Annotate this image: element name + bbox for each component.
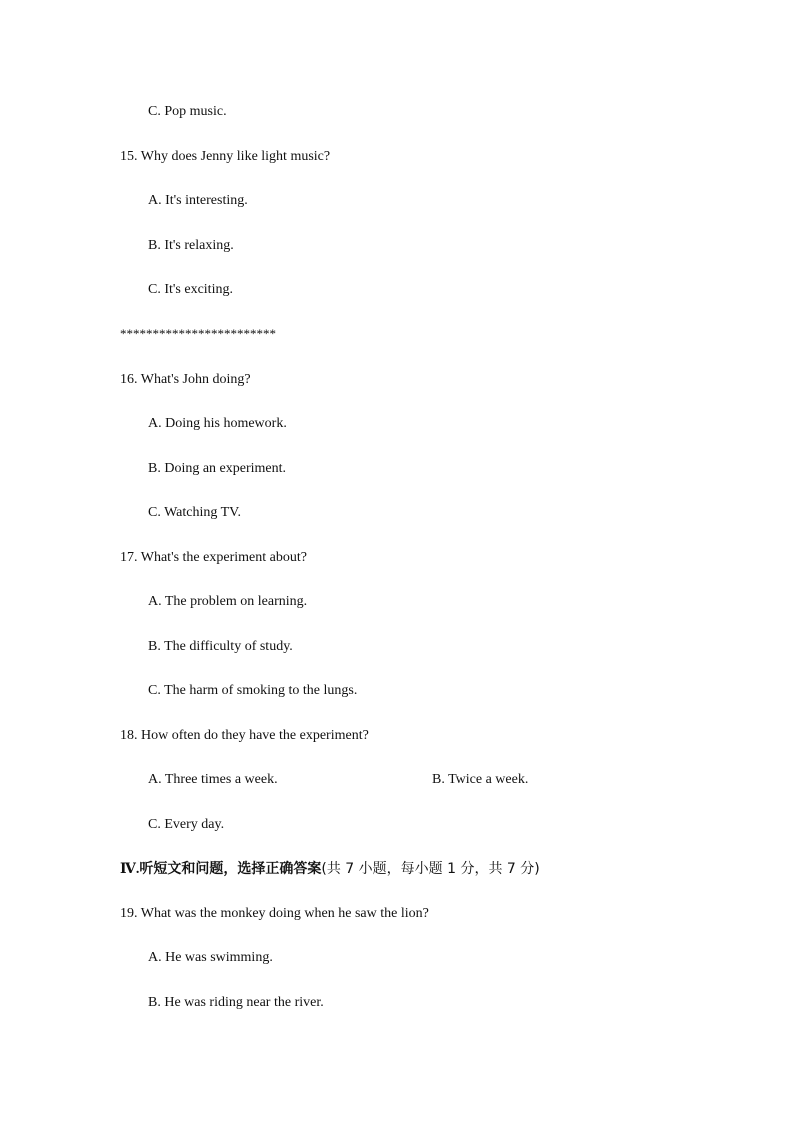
section-4-numeral: Ⅳ. <box>120 862 140 877</box>
section-4-heading <box>120 860 540 878</box>
q16-stem: 16. What's John doing? <box>120 372 251 387</box>
q17-stem: 17. What's the experiment about? <box>120 550 307 565</box>
q16-option-c: C. Watching TV. <box>148 505 241 520</box>
q17-option-a: A. The problem on learning. <box>148 594 308 609</box>
q18-stem: 18. How often do they have the experiment? <box>120 728 369 743</box>
section-4-note: (共 7 小题，每小题 1 分，共 7 分) <box>321 861 540 877</box>
q15-option-c: C. It's exciting. <box>148 282 233 297</box>
q18-option-c: C. Every day. <box>148 817 225 832</box>
q16-option-a: A. Doing his homework. <box>148 416 287 431</box>
q16-option-b: B. Doing an experiment. <box>148 461 287 476</box>
q15-option-a: A. It's interesting. <box>148 193 248 208</box>
q18-option-a: A. Three times a week. <box>148 772 278 787</box>
q14-option-c: C. Pop music. <box>148 104 227 119</box>
section-divider: ************************ <box>120 326 276 341</box>
q15-stem: 15. Why does Jenny like light music? <box>120 149 331 164</box>
q19-stem: 19. What was the monkey doing when he saw the lion? <box>120 906 429 921</box>
q19-option-b: B. He was riding near the river. <box>148 995 324 1010</box>
q17-option-c: C. The harm of smoking to the lungs. <box>148 683 358 698</box>
q18-option-b: B. Twice a week. <box>432 772 529 787</box>
q17-option-b: B. The difficulty of study. <box>148 639 293 654</box>
q15-option-b: B. It's relaxing. <box>148 238 234 253</box>
q19-option-a: A. He was swimming. <box>148 950 273 965</box>
section-4-title: 听短文和问题，选择正确答案 <box>139 861 322 877</box>
